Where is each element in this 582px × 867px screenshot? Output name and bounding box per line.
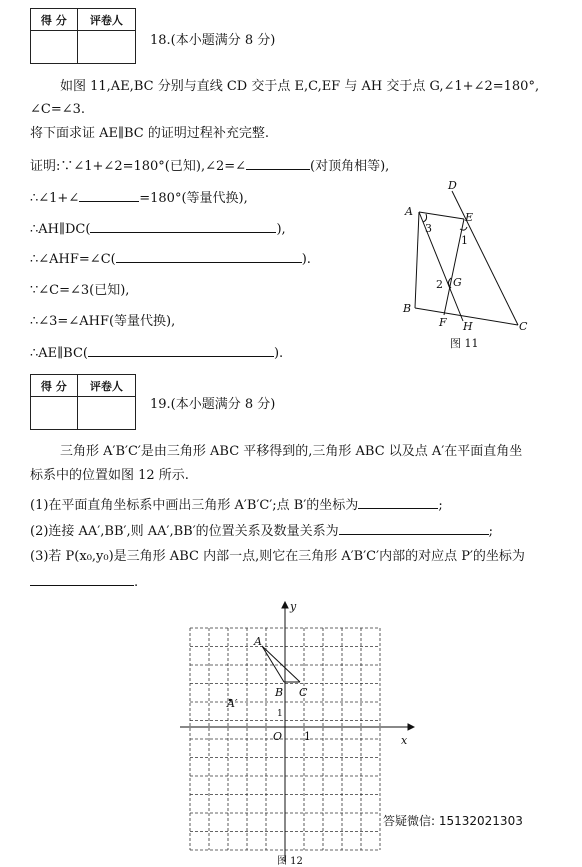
label-g: G — [453, 276, 462, 289]
score-cell[interactable] — [31, 397, 78, 430]
label-1: 1 — [461, 234, 468, 247]
label-a: A — [254, 635, 262, 648]
figure-12-caption: 图 12 — [277, 856, 303, 865]
y-axis-arrow — [282, 602, 288, 608]
q18-step7: ∴AE∥BC( ). — [30, 346, 284, 361]
score-cell[interactable] — [31, 31, 78, 64]
label-a-prime: A′ — [227, 697, 238, 710]
label-x-unit: 1 — [304, 730, 311, 743]
contact-stamp: 答疑微信: 15132021303 — [383, 814, 523, 828]
label-y: y — [290, 600, 297, 613]
label-f: F — [439, 316, 447, 329]
label-b: B — [403, 302, 412, 315]
blank-1[interactable] — [246, 157, 310, 170]
triangle-abc — [262, 646, 300, 682]
blank-4[interactable] — [116, 250, 302, 263]
score-table-18 — [30, 8, 136, 64]
figure-11 — [395, 175, 535, 355]
q18-step3: ∴AH∥DC( ), — [30, 222, 286, 237]
segment-ae — [419, 212, 464, 219]
blank-2[interactable] — [79, 189, 139, 202]
q19-intro-2: 标系中的位置如图 12 所示. — [30, 468, 189, 483]
line-dc — [452, 191, 518, 325]
blank-7[interactable] — [88, 344, 274, 357]
segment-ab — [415, 212, 419, 308]
label-d: D — [448, 179, 457, 192]
q18-step1: 证明:∵∠1+∠2=180°(已知),∠2=∠ (对顶角相等), — [30, 159, 390, 174]
label-b: B — [275, 686, 284, 699]
q19-intro-1: 三角形 A′B′C′是由三角形 ABC 平移得到的,三角形 ABC 以及点 A′在平面直角坐 — [60, 444, 523, 459]
label-3: 3 — [425, 222, 432, 235]
grader-label: 评卷人 — [77, 375, 135, 397]
score-table-19 — [30, 374, 136, 430]
q19-part1: (1)在平面直角坐标系中画出三角形 A′B′C′;点 B′的坐标为 ; — [30, 498, 443, 513]
figure-11-caption: 图 11 — [450, 337, 479, 350]
q18-step2: ∴∠1+∠ =180°(等量代换), — [30, 191, 248, 206]
label-c: C — [299, 686, 308, 699]
q19-part3-blank: . — [30, 573, 138, 591]
figure-12 — [180, 600, 415, 865]
score-label: 得 分 — [31, 375, 78, 397]
q18-step6: ∴∠3=∠AHF(等量代换), — [30, 314, 176, 329]
blank-b-prime[interactable] — [358, 496, 438, 509]
label-e: E — [465, 211, 474, 224]
label-2: 2 — [436, 278, 443, 291]
angle-3-arc — [423, 214, 427, 222]
angle-1-arc — [460, 227, 467, 230]
q18-step4: ∴∠AHF=∠C( ). — [30, 252, 311, 267]
blank-relation[interactable] — [339, 522, 489, 535]
label-a: A — [405, 205, 413, 218]
x-axis-arrow — [408, 724, 414, 730]
label-h: H — [463, 320, 473, 333]
grader-label: 评卷人 — [77, 9, 135, 31]
label-x: x — [401, 734, 408, 747]
score-label: 得 分 — [31, 9, 78, 31]
q19-part2: (2)连接 AA′,BB′,则 AA′,BB′的位置关系及数量关系为 ; — [30, 524, 494, 539]
blank-p-prime[interactable] — [30, 573, 134, 586]
label-y-unit: 1 — [277, 709, 283, 719]
grader-cell[interactable] — [77, 31, 135, 64]
label-c: C — [519, 320, 528, 333]
q18-instruction: 将下面求证 AE∥BC 的证明过程补充完整. — [30, 126, 270, 141]
q18-header: 18.(本小题满分 8 分) — [150, 33, 276, 48]
q19-header: 19.(本小题满分 8 分) — [150, 397, 276, 412]
label-origin: O — [273, 730, 283, 743]
blank-3[interactable] — [90, 220, 276, 233]
q19-part3: (3)若 P(x₀,y₀)是三角形 ABC 内部一点,则它在三角形 A′B′C′内部的对应点 P′的坐标为 — [30, 549, 525, 564]
q18-intro-2: ∠C=∠3. — [30, 102, 86, 117]
grader-cell[interactable] — [77, 397, 135, 430]
q18-step5: ∵∠C=∠3(已知), — [30, 283, 130, 298]
q18-intro-1: 如图 11,AE,BC 分别与直线 CD 交于点 E,C,EF 与 AH 交于点 G,∠1+∠2=180°, — [60, 79, 540, 94]
